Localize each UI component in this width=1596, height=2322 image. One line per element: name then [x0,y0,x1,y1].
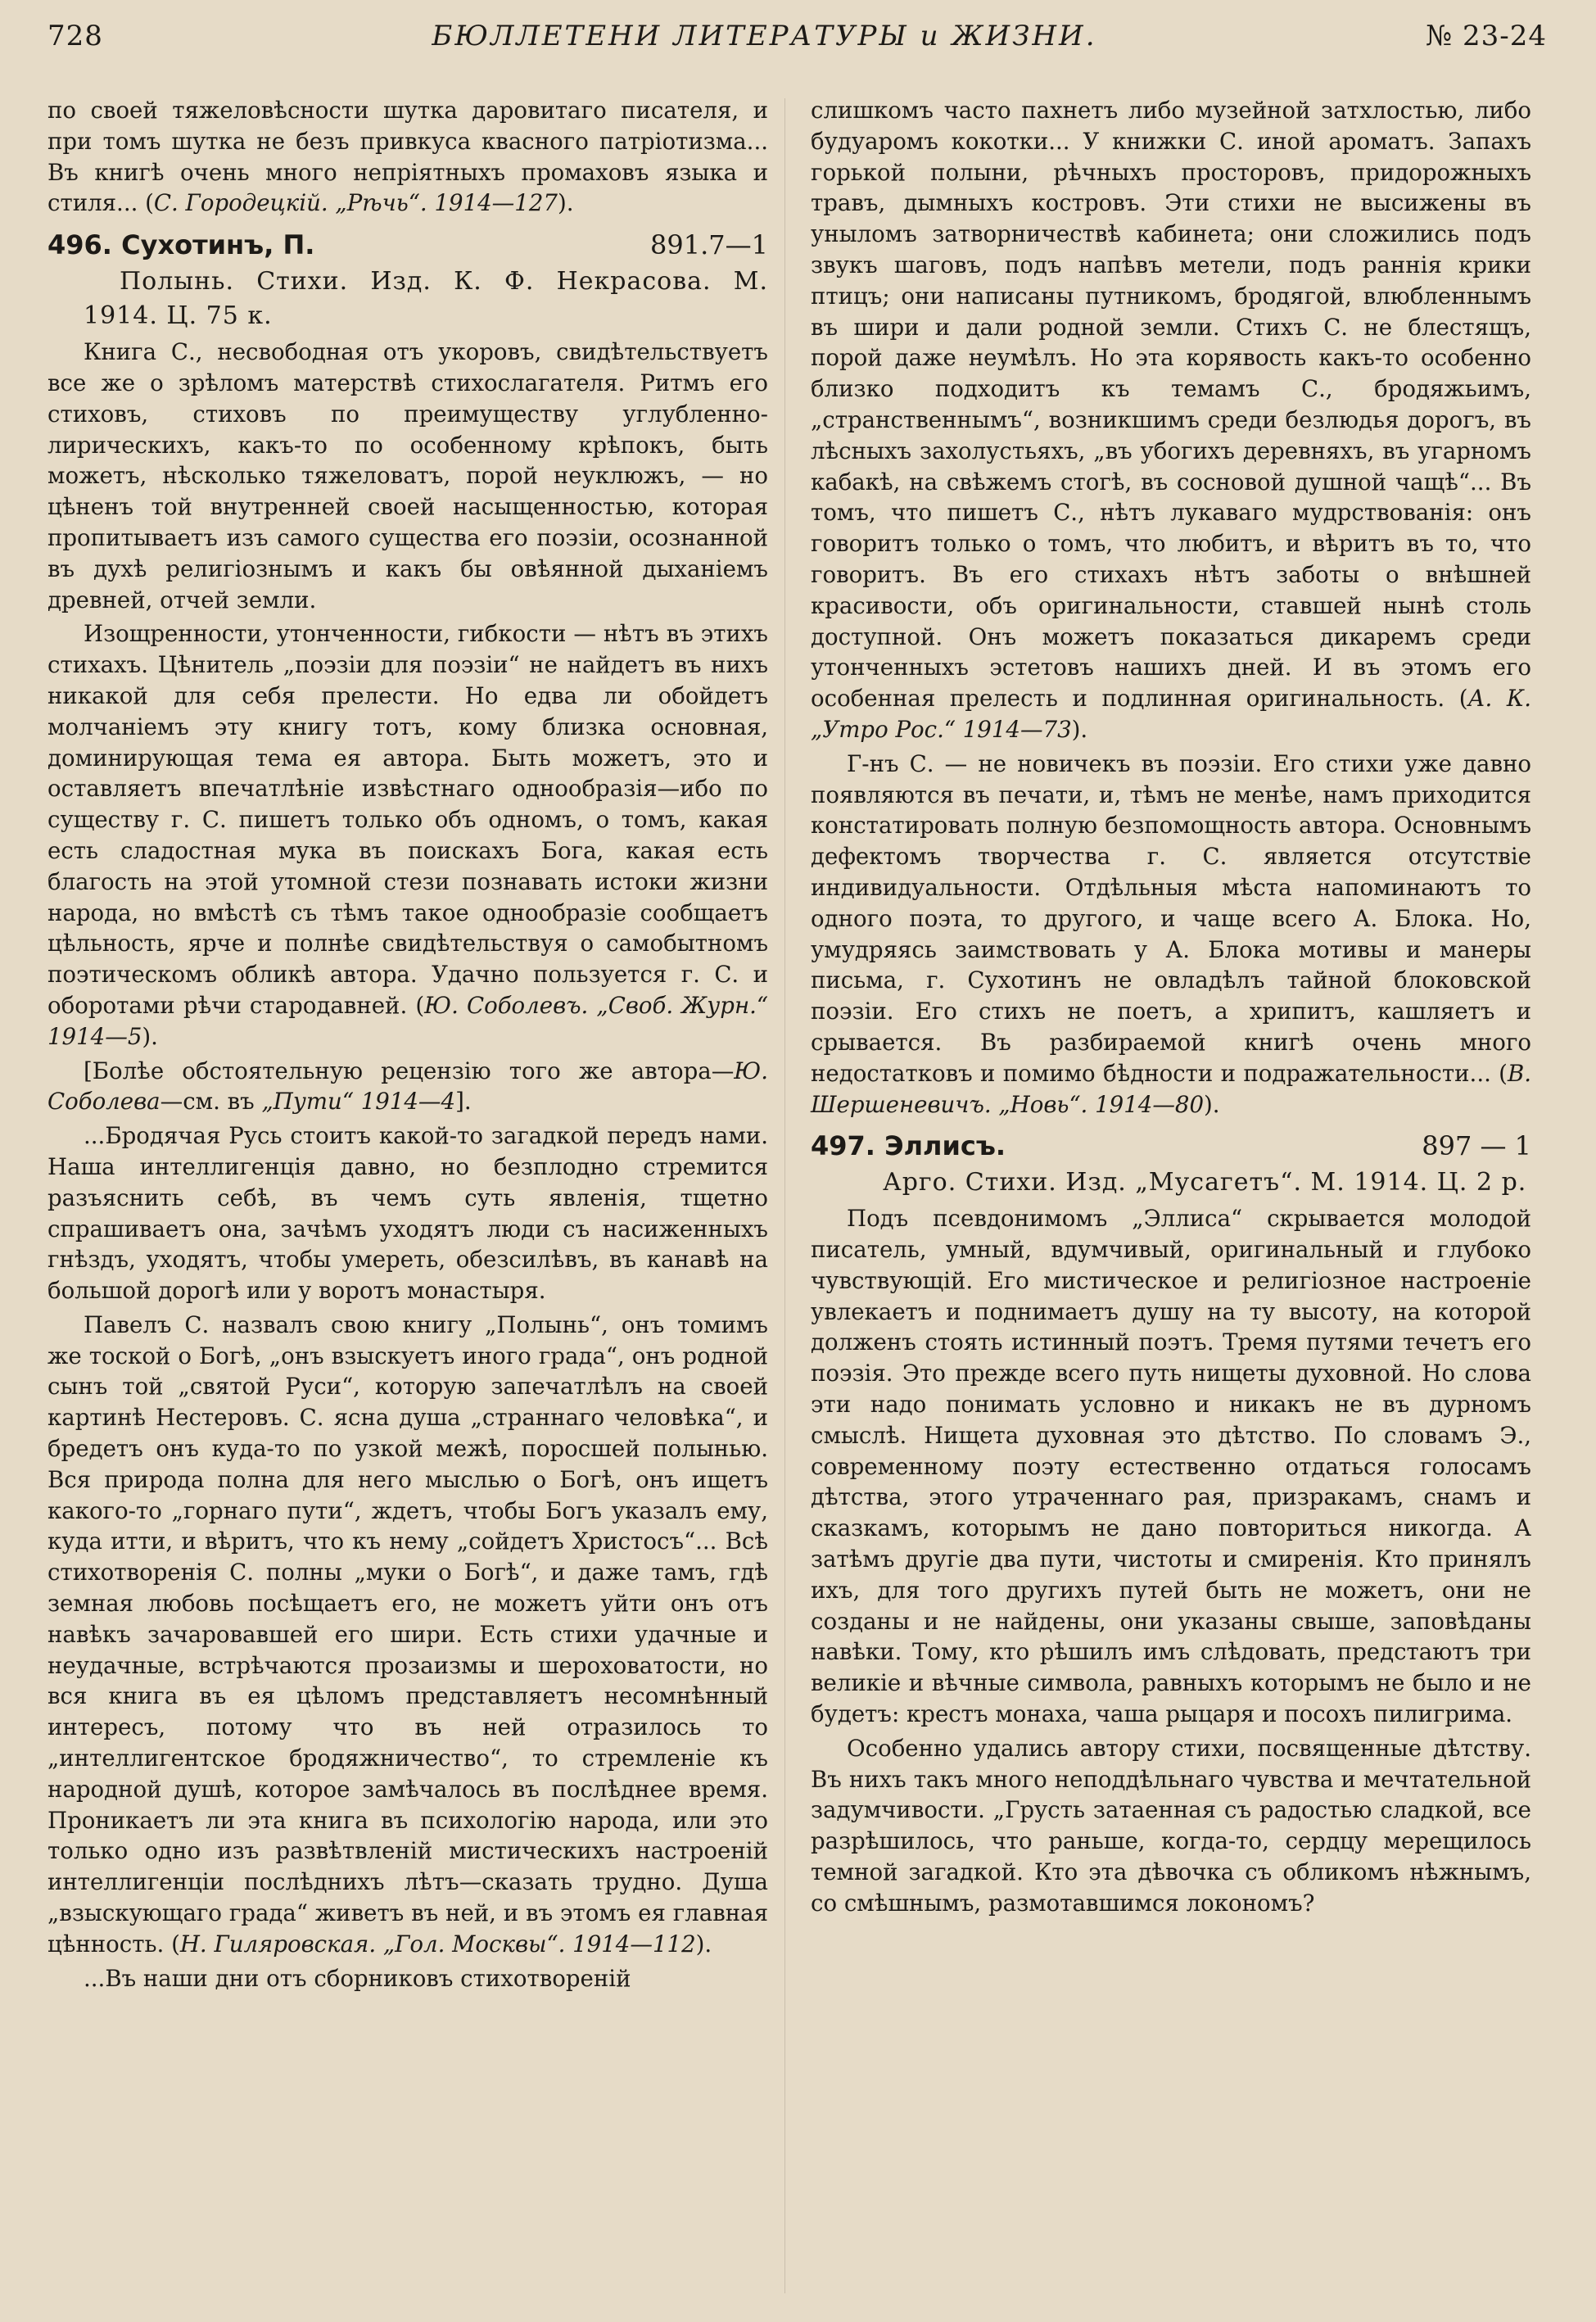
paragraph-text: по своей тяжеловѣсности шутка даровитаго писателя, и при томъ шутка не безъ привкуса квасного патріотизма... Въ книгѣ очень много непріятныхъ промаховъ языка и стиля... ( [47,97,768,217]
citation: С. Городецкій. „Рѣчь“. 1914—127 [153,189,558,217]
paragraph [47,95,768,219]
citation: А. К. „Утро Рос.“ 1914—73 [811,685,1531,743]
paragraph [47,618,768,1052]
issue-number: № 23-24 [1425,20,1547,52]
paragraph-text: Г-нъ С. — не новичекъ въ поэзіи. Его стихи уже давно появляются въ печати, и, тѣмъ не менѣе, намъ приходится констатировать полную безпомощность автора. Основнымъ дефектомъ творчества г. С. является отсутствіе индивидуальности. Отдѣльныя мѣста напоминаютъ то одного поэта, то другого, и чаще всего А. Блока. Но, умудряясь заимствовать у А. Блока мотивы и манеры письма, г. Сухотинъ не овладѣлъ тайной блоковской поэзіи. Его стихъ не поетъ, а хрипитъ, кашляетъ и срывается. Въ разбираемой книгѣ очень много недостатковъ и помимо бѣдности и подражательности... ( [811,749,1531,1087]
paragraph-text: ). [695,1930,712,1958]
right-column [811,95,1531,1919]
page-number: 728 [47,20,103,52]
citation: Н. Гиляровская. „Гол. Москвы“. 1914—112 [179,1930,696,1958]
page-header [47,20,1547,69]
left-column [47,95,768,1994]
paragraph: Подъ псевдонимомъ „Эллиса“ скрывается молодой писатель, умный, вдумчивый, оригинальный и глубоко чувствующій. Его мистическое и религіозное настроеніе увлекаетъ и поднимаетъ душу на ту высоту, на которой долженъ стоять истинный поэтъ. Тремя путями течетъ его поэзія. Это прежде всего путь нищеты духовной. Но слова эти надо понимать условно и никакъ не въ дурномъ смыслѣ. Нищета духовная это дѣтство. По словамъ Э., современному поэту естественно отдаться голосамъ дѣтства, этого утраченнаго рая, призракамъ, снамъ и сказкамъ, которымъ не дано повториться никогда. А затѣмъ другіе два пути, чистоты и смиренія. Кто принялъ ихъ, для того другихъ путей быть не можетъ, они не созданы и не найдены, они указаны свыше, заповѣданы навѣки. Тому, кто рѣшилъ имъ слѣдовать, предстаютъ три великіе и вѣчные символа, равныхъ которымъ не было и не будетъ: крестъ монаха, чаша рыцаря и посохъ пилигрима. [811,1205,1531,1728]
entry-name: 496. Сухотинъ, П. [47,229,315,261]
entry-497-bibliography: Арго. Стихи. Изд. „Мусагетъ“. М. 1914. Ц. 2 р. [883,1168,1527,1197]
entry-name: 497. Эллисъ. [811,1130,1006,1162]
paragraph-text: ]. [455,1088,472,1116]
paragraph: Особенно удались автору стихи, посвященные дѣтству. Въ нихъ такъ много неподдѣльнаго чувства и мечтательной задумчивости. „Грусть затаенная съ радостью сладкой, все разрѣшилось, что раньше, когда-то, сердцу мерещилось темной загадкой. Кто эта дѣвочка съ обликомъ нѣжнымъ, со смѣшнымъ, размотавшимся локономъ? [811,1734,1531,1917]
running-title: БЮЛЛЕТЕНИ ЛИТЕРАТУРЫ и ЖИЗНИ. [432,20,1097,52]
paragraph-text: Павелъ С. назвалъ свою книгу „Полынь“, онъ томимъ же тоской о Богѣ, „онъ взыскуетъ иного града“, онъ родной сынъ той „святой Руси“, которую запечатлѣлъ на своей картинѣ Нестеровъ. С. ясна душа „страннаго человѣка“, и бредетъ онъ куда-то по узкой межѣ, поросшей полынью. Вся природа полна для него мыслью о Богѣ, онъ ищетъ какого-то „горнаго пути“, ждетъ, чтобы Богъ указалъ ему, куда итти, и вѣритъ, что къ нему „сойдетъ Христосъ“... Всѣ стихотворенія С. полны „муки о Богѣ“, и даже тамъ, гдѣ земная любовь посѣщаетъ его, не можетъ уйти онъ отъ навѣкъ зачаровавшей его шири. Есть стихи удачные и неудачные, встрѣчаются прозаизмы и шероховатости, но вся книга въ ея цѣломъ представляетъ несомнѣнный интересъ, потому что въ ней отразилось то „интеллигентское бродяжничество“, то стремленіе къ народной душѣ, которое замѣчалось въ послѣднее время. Проникаетъ ли эта книга въ психологію народа, или это только одно изъ развѣтвленій мистическихъ настроеній интеллигенціи послѣднихъ лѣтъ—сказать трудно. Душа „взыскующаго града“ живетъ въ ней, и въ этомъ ея главная цѣнность. ( [47,1310,768,1958]
citation: Ю. Соболева [47,1057,768,1116]
paragraph: ...Бродячая Русь стоитъ какой-то загадкой передъ нами. Наша интеллигенція давно, но безплодно стремится разъяснить себѣ, въ чемъ суть явленія, тщетно спрашиваетъ она, зачѣмъ уходятъ люди съ насиженныхъ гнѣздъ, уходятъ, чтобы умереть, обезсилѣвъ, въ канавѣ на большой дорогѣ или у воротъ монастыря. [47,1122,768,1305]
citation: „Пути“ 1914—4 [261,1088,456,1116]
paragraph: ...Въ наши дни отъ сборниковъ стихотвореній [84,1964,631,1992]
paragraph-text: ). [1204,1090,1220,1118]
paragraph-text: [Болѣе обстоятельную рецензію того же автора— [84,1057,735,1084]
citation: В. Шершеневичъ. „Новь“. 1914—80 [811,1059,1531,1118]
entry-code: 891.7—1 [650,229,768,261]
paragraph-text: ). [142,1022,158,1050]
paragraph-text: ). [557,189,574,217]
paragraph-text: ). [1071,715,1088,743]
paragraph-text: —см. въ [160,1088,262,1116]
column-divider [784,98,785,2293]
paragraph-text: Изощренности, утонченности, гибкости — нѣтъ въ этихъ стихахъ. Цѣнитель „поэзіи для поэзіи“ не найдетъ въ нихъ никакой для себя прелести. Но едва ли обойдетъ молчаніемъ эту книгу тотъ, кому близка основная, доминирующая тема ея автора. Быть можетъ, это и оставляетъ впечатлѣніе извѣстнаго однообразія—ибо по существу г. С. пишетъ только объ одномъ, о томъ, какая есть сладостная мука въ поискахъ Бога, какая есть благость на этой утомной стези познавать истоки жизни народа, но вмѣстѣ съ тѣмъ такое однообразіе сообщаетъ цѣльность, ярче и полнѣе свидѣтельствуя о самобытномъ поэтическомъ обликѣ автора. Удачно пользуется г. С. и оборотами рѣчи стародавней. ( [47,620,768,1019]
paragraph [47,1310,768,1960]
paragraph-text: слишкомъ часто пахнетъ либо музейной затхлостью, либо будуаромъ кокотки... У книжки С. иной ароматъ. Запахъ горькой полыни, рѣчныхъ просторовъ, придорожныхъ травъ, дымныхъ костровъ. Эти стихи не высижены въ уныломъ затворничествѣ кабинета; они сложились подъ звукъ шаговъ, подъ напѣвъ метели, подъ раннія крики птицъ; они написаны путникомъ, бродягой, влюбленнымъ въ шири и дали родной земли. Стихъ С. не блестящъ, порой даже неумѣлъ. Но эта корявость какъ-то особенно близко подходитъ къ темамъ С., бродяжьимъ, „странственнымъ“, возникшимъ среди безлюдья дорогъ, въ лѣсныхъ захолустьяхъ, „въ убогихъ деревняхъ, въ угарномъ кабакѣ, на свѣжемъ стогѣ, въ сосновой душной чащѣ“... Въ томъ, что пишетъ С., нѣтъ лукаваго мудрствованія: онъ говоритъ только о томъ, что любитъ, и вѣритъ въ то, что говоритъ. Въ его стихахъ нѣтъ заботы о внѣшней красивости, объ оригинальности, ставшей нынѣ столь доступной. Онъ можетъ показаться дикаремъ среди утонченныхъ эстетовъ нашихъ дней. И въ этомъ его особенная прелесть и подлинная оригинальность. ( [811,97,1531,713]
entry-code: 897 — 1 [1422,1130,1531,1162]
paragraph [47,1056,768,1118]
paragraph [811,95,1531,745]
entry-496-heading [47,225,768,265]
paragraph [811,749,1531,1120]
paragraph: Книга С., несвободная отъ укоровъ, свидѣтельствуетъ все же о зрѣломъ матерствѣ стихослагателя. Ритмъ его стиховъ, стиховъ по преимуществу углубленно-лирическихъ, какъ-то по особенному крѣпокъ, быть можетъ, нѣсколько тяжеловатъ, порой неуклюжъ, — но цѣненъ той внутренней своей насыщенностью, которая пропитываетъ изъ самого существа его поэзіи, осознанной въ духѣ религіознымъ и какъ бы овѣянной дыханіемъ древней, отчей земли. [47,338,768,613]
entry-497-heading [811,1126,1531,1166]
entry-496-bibliography: Полынь. Стихи. Изд. К. Ф. Некрасова. М. 1914. Ц. 75 к. [84,267,768,331]
citation: Ю. Соболевъ. „Своб. Журн.“ 1914—5 [47,991,768,1050]
